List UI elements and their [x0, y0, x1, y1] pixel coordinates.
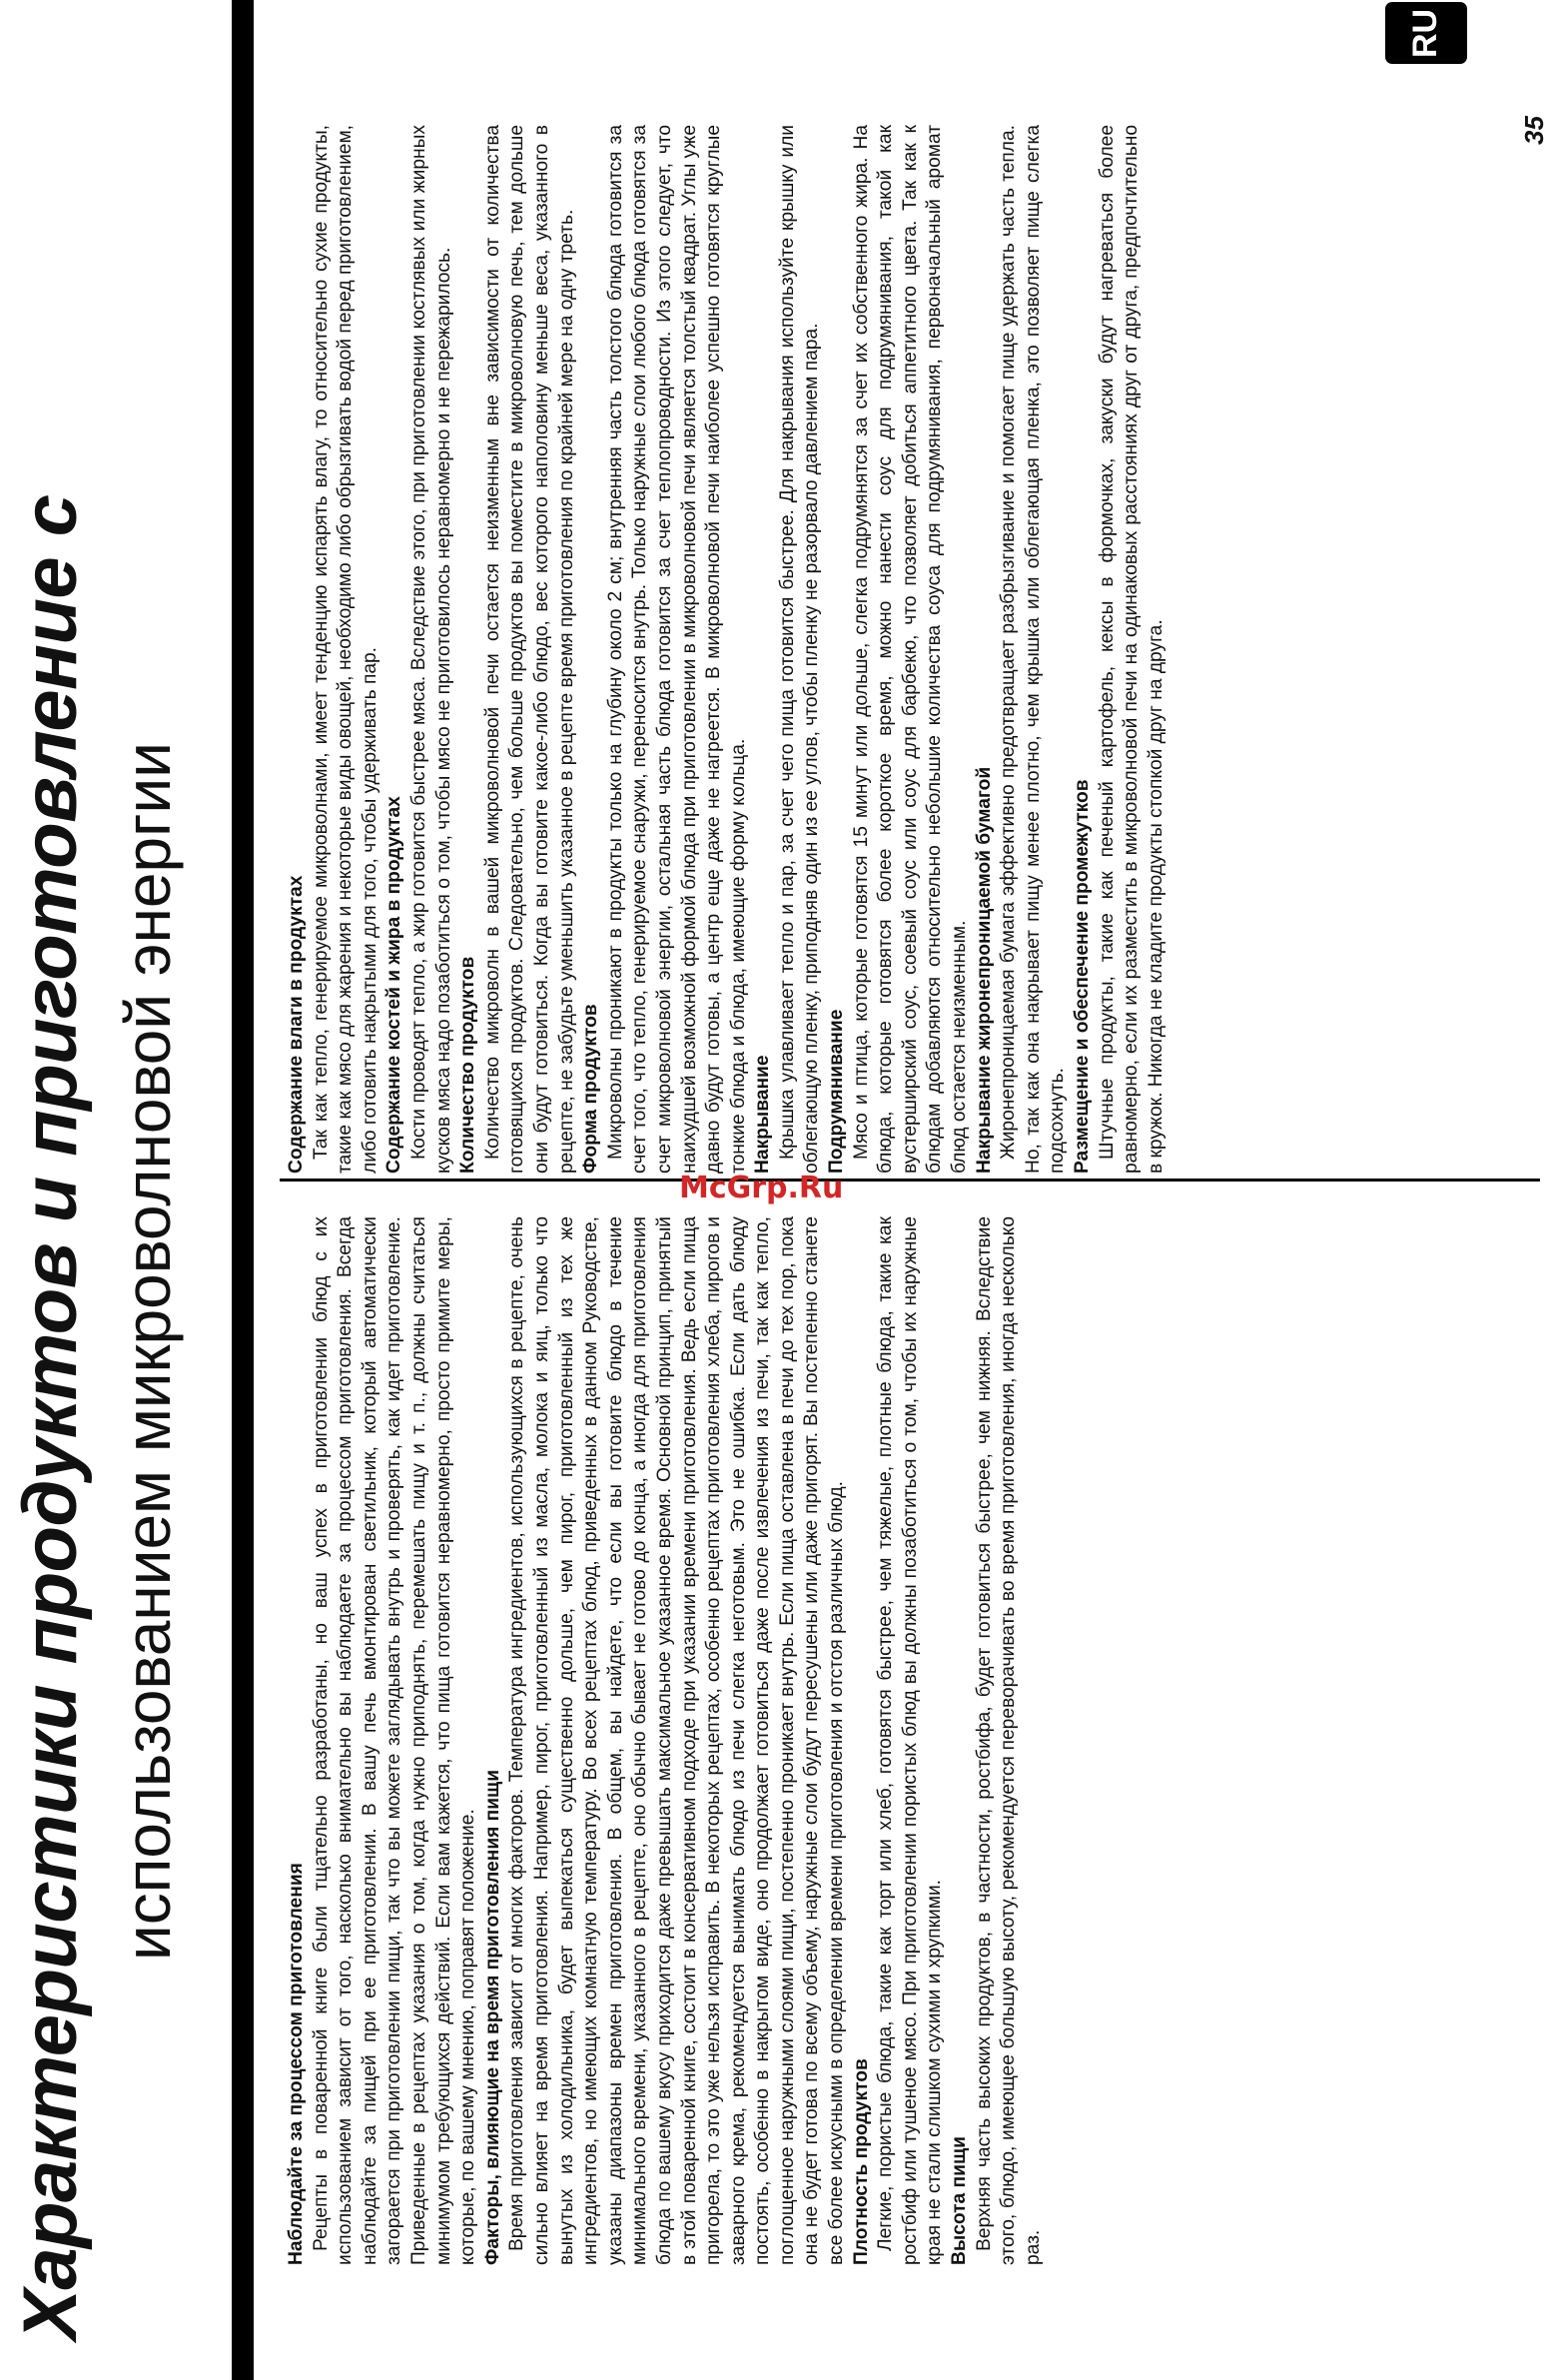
section-heading: Накрывание жиронепроницаемой бумагой: [973, 766, 995, 1174]
section-text: Штучные продукты, такие как печеный картофель, кексы в формочках, закуски будут нагреваться более равномерно, если их разместить в микроволновой печи на одинаковых расстояниях друг от друга, предпочтительно в кружок. Никогда не кладите продукты стопкой друг на друга.: [1096, 125, 1166, 1174]
right-text-column: [285, 125, 1523, 1174]
section-heading: Наблюдайте за процессом приготовления: [286, 1863, 307, 2265]
section-heading: Накрывание: [752, 1055, 774, 1174]
watermark: McGrp.Ru: [679, 1171, 844, 1205]
section-heading: Содержание влаги в продуктах: [286, 875, 307, 1174]
section-heading: Размещение и обеспечение промежутков: [1072, 779, 1093, 1174]
section-text: Верхняя часть высоких продуктов, в частности, ростбифа, будет готовиться быстрее, чем нижняя. Вследствие этого, блюдо, имеющее большую высоту, рекомендуется переворачивать во время приготовления, иногда несколько раз.: [973, 1216, 1044, 2265]
section-text: Крышка улавливает тепло и пар, за счет чего пища готовится быстрее. Для накрывания используйте крышку или облегающую пленку, приподняв один из ее углов, чтобы пленку не разорвало давлением пара.: [776, 125, 823, 1174]
section-heading: Подрумянивание: [826, 1009, 848, 1174]
section-heading: Высота пищи: [949, 2136, 971, 2265]
section-heading: Количество продуктов: [457, 956, 479, 1174]
section-text: Рецепты в поваренной книге были тщательно разработаны, но ваш успех в приготовлении блюд с их использованием зависит от того, насколько внимательно вы наблюдаете за процессом приготовления. Всегда наблюдайте за пищей при ее приготовлении. В вашу печь вмонтирован светильник, который автоматически загорается при приготовлении пищи, так что вы можете заглядывать внутрь и проверять, как идет приготовление. Приведенные в рецептах указания о том, когда нужно приподнять, перемешать пищу и т. п., должны считаться минимумом требующихся действий. Если вам кажется, что пища готовится неравномерно, просто примите меры, которые, по вашему мнению, поправят положение.: [310, 1216, 479, 2265]
page-number: 35: [1518, 116, 1549, 145]
section-heading: Содержание костей и жира в продуктах: [384, 796, 405, 1174]
section-text: Так как тепло, генерируемое микроволнами, имеет тенденцию испарять влагу, то относительно сухие продукты, такие как мясо для жарения и некоторые виды овощей, необходимо либо обрызгивать водой перед приготовлением, либо готовить накрытыми для того, чтобы удерживать пар.: [310, 125, 381, 1174]
section-heading: Плотность продуктов: [850, 2058, 872, 2265]
section-text: Количество микроволн в вашей микроволновой печи остается неизменным вне зависимости от количества готовящихся продуктов. Следовательно, чем больше продуктов вы поместите в микроволновую печь, тем дольше они будут готовиться. Когда вы готовите какое-либо блюдо, вес которого наполовину меньше веса, указанного в рецепте, не забудьте уменьшить указанное в рецепте время приготовления по крайней мере на одну треть.: [481, 125, 577, 1174]
left-text-column: [285, 1216, 1503, 2265]
section-text: Мясо и птица, которые готовятся 15 минут или дольше, слегка подрумянятся за счет их собственного жира. На блюда, которые готовятся более короткое время, можно нанести соус для подрумянивания, такой как вустерширский соус, соевый соус или соус для барбекю, что позволяет добиться аппетитного цвета. Так как к блюдам добавляются относительно небольшие количества соуса для подрумянивания, первоначальный аромат блюд остается неизменным.: [850, 125, 971, 1174]
section-text: Легкие, пористые блюда, такие как торт или хлеб, готовятся быстрее, чем тяжелые, плотные блюда, такие как ростбиф или тушеное мясо. При приготовлении пористых блюд вы должны позаботиться о том, чтобы их наружные края не стали слишком сухими и хрупкими.: [875, 1216, 946, 2265]
section-text: Микроволны проникают в продукты только на глубину около 2 см; внутренняя часть толстого блюда готовится за счет того, что тепло, генерируемое снаружи, переносится внутрь. Только наружные слои любого блюда готовятся за счет микроволновой энергии, остальная часть блюда готовится за счет теплопроводности. Из этого следует, что наихудшей возможной формой блюда при приготовлении в микроволновой печи является толстый квадрат. Углы уже давно будут готовы, а центр еще даже не нагреется. В микроволновой печи наиболее успешно готовятся круглые тонкие блюда и блюда, имеющие форму кольца.: [604, 125, 749, 1174]
section-text: Время приготовления зависит от многих факторов. Температура ингредиентов, использующихся в рецепте, очень сильно влияет на время приготовления. Например, пирог, приготовленный из масла, молока и яиц, только что вынутых из холодильника, будет выпекаться существенно дольше, чем пирог, приготовленный из тех же ингредиентов, но имеющих комнатную температуру. Во всех рецептах блюд, приведенных в данном Руководстве, указаны диапазоны времен приготовления. В общем, вы найдете, что если вы готовите блюдо в течение минимального времени, указанного в рецепте, оно обычно бывает не готово до конца, а иногда для приготовления блюда по вашему вкусу приходится даже превышать максимальное указанное время. Основной принцип, принятый в этой поваренной книге, состоит в консервативном подходе при указании времени приготовления. Ведь если пища пригорела, то это уже нельзя исправить. В некоторых рецептах, особенно рецептах приготовления хлеба, пирогов и заварного крема, рекомендуется вынимать блюдо из печи слегка неготовым. Это не ошибка. Если дать блюду постоять, особенно в накрытом виде, оно продолжает готовиться даже после извлечения из печи, так как тепло, поглощенное наружными слоями пищи, постепенно проникает внутрь. Если пища оставлена в печи до тех пор, пока она не будет готова по всему объему, наружные слои будут пересушены или даже пригорят. Вы постепенно станете все более искусными в определении времени приготовления и отстоя различных блюд.: [506, 1216, 848, 2265]
section-heading: Форма продуктов: [580, 1004, 602, 1174]
section-text: Кости проводят тепло, а жир готовится быстрее мяса. Вследствие этого, при приготовлении костлявых или жирных кусков мяса надо позаботиться о том, чтобы мясо не приготовилось неравномерно и не пережарилось.: [407, 125, 454, 1174]
section-text: Жиронепроницаемая бумага эффективно предотвращает разбрызгивание и помогает пище удержать часть тепла. Но, так как она накрывает пищу менее плотно, чем крышка или облегающая пленка, это позволяет пище слегка подсохнуть.: [998, 125, 1069, 1174]
language-badge-label: RU: [1406, 8, 1445, 58]
page-title-line2: использованием микроволновой энергии: [112, 742, 184, 1961]
page-title-line1: Характеристики продуктов и приготовление с: [8, 494, 93, 2340]
section-heading: Факторы, влияющие на время приготовления пищи: [481, 1769, 503, 2265]
